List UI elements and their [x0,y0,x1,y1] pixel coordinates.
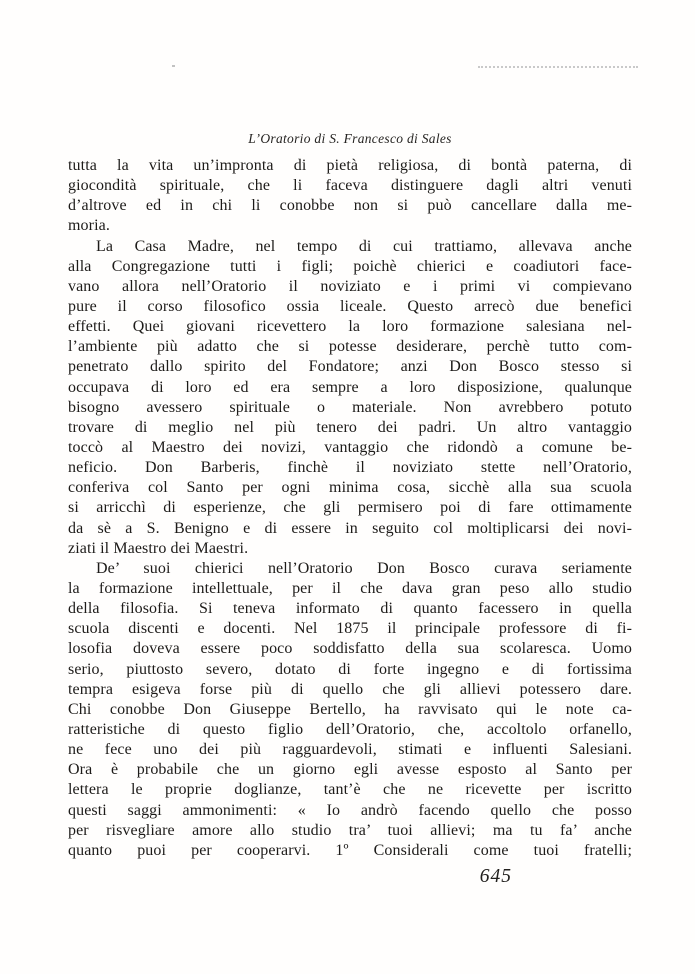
text-line: d’altrove ed in chi li conobbe non si può cancellare dalla me- [68,197,632,215]
text-line: da sè a S. Benigno e di essere in seguito col moltiplicarsi dei novi- [68,519,632,537]
text-line: bisogno avessero spirituale o materiale. Non avrebbero potuto [68,398,632,416]
text-line: neficio. Don Barberis, finchè il noviziato stette nell’Oratorio, [68,459,632,477]
text-line: si arricchì di esperienze, che gli permisero poi di fare ottimamente [68,499,632,517]
text-line: Chi conobbe Don Giuseppe Bertello, ha ravvisato qui le note ca- [68,700,632,718]
scan-artifact-speck [172,65,175,67]
text-line: tutta la vita un’impronta di pietà religiosa, di bontà paterna, di [68,157,632,174]
text-line: ratteristiche di questo figlio dell’Oratorio, che, accoltolo orfanello, [68,720,632,738]
text-line: occupava di loro ed era sempre a loro disposizione, qualunque [68,378,632,396]
text-line: l’ambiente più adatto che si potesse desiderare, perchè tutto com- [68,338,632,356]
text-line: alla Congregazione tutti i figli; poichè chierici e coadiutori face- [68,257,632,275]
text-line: serio, piuttosto severo, dotato di forte ingegno e di fortissima [68,660,632,678]
text-line: scuola discenti e docenti. Nel 1875 il principale professore di fi- [68,620,632,638]
text-line: trovare di meglio nel più tenero dei padri. Un altro vantaggio [68,418,632,436]
text-line: lettera le proprie doglianze, tant’è che ne ricevette per iscritto [68,781,632,799]
text-line: ziati il Maestro dei Maestri. [68,539,249,557]
running-title: L’Oratorio di S. Francesco di Sales [248,131,452,146]
text-line: vano allora nell’Oratorio il noviziato e i primi vi compievano [68,277,632,295]
text-line: pure il corso filosofico ossia liceale. Questo arrecò due benefici [68,297,632,315]
text-line: moria. [68,217,110,235]
text-line: tempra esigeva forse più di quello che gli allievi potessero dare. [68,680,632,698]
text-line: giocondità spirituale, che li faceva distinguere dagli altri venuti [68,177,632,195]
text-line: ne fece uno dei più ragguardevoli, stimati e influenti Salesiani. [68,741,632,759]
text-line: De’ suoi chierici nell’Oratorio Don Bosco curava seriamente [96,559,632,577]
text-line: quanto puoi per cooperarvi. 1º Considerali come tuoi fratelli; [68,841,632,859]
body-text [68,156,632,861]
text-line: per risvegliare amore allo studio tra’ tuoi allievi; ma tu fa’ anche [68,821,632,839]
text-line: questi saggi ammonimenti: « Io andrò facendo quello che posso [68,801,632,819]
text-line: la formazione intellettuale, per il che dava gran peso allo studio [68,579,632,597]
text-line: Ora è probabile che un giorno egli avesse esposto al Santo per [68,761,632,779]
text-line: della filosofia. Si teneva informato di quanto facessero in quella [68,600,632,618]
text-line: La Casa Madre, nel tempo di cui trattiamo, allevava anche [96,237,632,255]
text-line: penetrato dallo spirito del Fondatore; anzi Don Bosco stesso si [68,358,632,376]
text-line: effetti. Quei giovani ricevettero la loro formazione salesiana nel- [68,318,632,336]
text-line: conferiva col Santo per ogni minima cosa, sicchè alla sua scuola [68,479,632,497]
scan-artifact-dotted-line [478,66,638,68]
text-line: toccò al Maestro dei novizi, vantaggio che ridondò a comune be- [68,438,632,456]
page-number: 645 [479,866,512,887]
text-line: losofia doveva essere poco soddisfatto della sua scolaresca. Uomo [68,640,632,658]
